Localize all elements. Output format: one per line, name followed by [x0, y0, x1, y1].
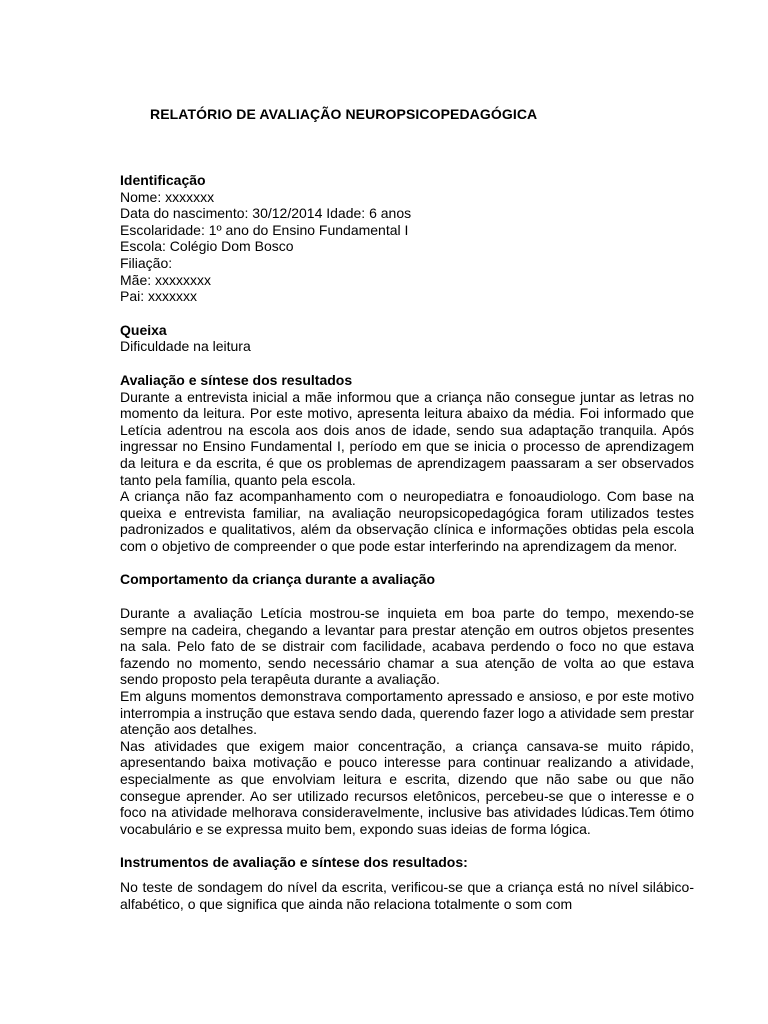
section-identificacao — [120, 172, 694, 305]
spacer — [120, 588, 694, 605]
identification-line: Pai: xxxxxxx — [120, 288, 198, 305]
spacer — [120, 554, 694, 571]
identification-line: Escola: Colégio Dom Bosco — [120, 238, 294, 255]
spacer — [120, 305, 694, 322]
document-body — [120, 172, 694, 912]
identification-line: Data do nascimento: 30/12/2014 Idade: 6 anos — [120, 205, 412, 222]
paragraph: Durante a avaliação Letícia mostrou-se inquieta em boa parte do tempo, mexendo-se sempre na cadeira, chegando a levantar para prestar atenção em outros objetos presentes na sala. Pelo fato de se distrair com facilidade, acabava perdendo o foco no que estava fazendo no momento, sendo necessário chamar a sua atenção de volta ao que estava sendo proposto pela terapêuta durante a avaliação. — [120, 605, 694, 688]
paragraph: A criança não faz acompanhamento com o neuropediatra e fonoaudiologo. Com base na queixa e entrevista familiar, na avaliação neuropsicopedagógica foram utilizados testes padronizados e qualitativos, além da observação clínica e informações obtidas pela escola com o objetivo de compreender o que pode estar interferindo na aprendizagem da menor. — [120, 488, 694, 554]
paragraph: No teste de sondagem do nível da escrita, verificou-se que a criança está no nível silábico-alfabético, o que significa que ainda não relaciona totalmente o som com — [120, 878, 694, 912]
section-comportamento — [120, 571, 694, 837]
complaint-text: Dificuldade na leitura — [120, 338, 251, 355]
spacer — [120, 355, 694, 372]
section-heading: Avaliação e síntese dos resultados — [120, 371, 353, 388]
paragraph: Durante a entrevista inicial a mãe informou que a criança não consegue juntar as letras no momento da leitura. Por este motivo, apresenta leitura abaixo da média. Foi informado que Letícia adentrou na escola aos dois anos de idade, sendo sua adaptação tranquila. Após ingressar no Ensino Fundamental I, período em que se inicia o processo de aprendizagem da leitura e da escrita, é que os problemas de aprendizagem paassaram a ser observados tanto pela família, quanto pela escola. — [120, 388, 694, 488]
section-queixa — [120, 322, 694, 355]
section-heading: Identificação — [120, 172, 206, 188]
section-heading: Instrumentos de avaliação e síntese dos resultados: — [120, 854, 468, 871]
identification-line: Nome: xxxxxxx — [120, 188, 215, 205]
document-title: RELATÓRIO DE AVALIAÇÃO NEUROPSICOPEDAGÓGICA — [150, 106, 538, 122]
identification-line: Escolaridade: 1º ano do Ensino Fundamental I — [120, 221, 409, 238]
section-heading: Comportamento da criança durante a avaliação — [120, 571, 436, 588]
identification-line: Mãe: xxxxxxxx — [120, 271, 212, 288]
paragraph: Nas atividades que exigem maior concentração, a criança cansava-se muito rápido, apresentando baixa motivação e pouco interesse para continuar realizando a atividade, especialmente as que envolviam leitura e escrita, dizendo que não sabe ou que não consegue aprender. Ao ser utilizado recursos eletônicos, percebeu-se que o interesse e o foco na atividade melhorava consideravelmente, inclusive bas atividades lúdicas.Tem ótimo vocabulário e se expressa muito bem, expondo suas ideias de forma lógica. — [120, 737, 694, 837]
section-avaliacao — [120, 372, 694, 555]
section-heading: Queixa — [120, 321, 167, 338]
spacer — [120, 871, 694, 879]
paragraph: Em alguns momentos demonstrava comportamento apressado e ansioso, e por este motivo interrompia a instrução que estava sendo dada, querendo fazer logo a atividade sem prestar atenção aos detalhes. — [120, 688, 694, 738]
identification-line: Filiação: — [120, 254, 173, 271]
spacer — [120, 837, 694, 854]
section-instrumentos — [120, 854, 694, 912]
